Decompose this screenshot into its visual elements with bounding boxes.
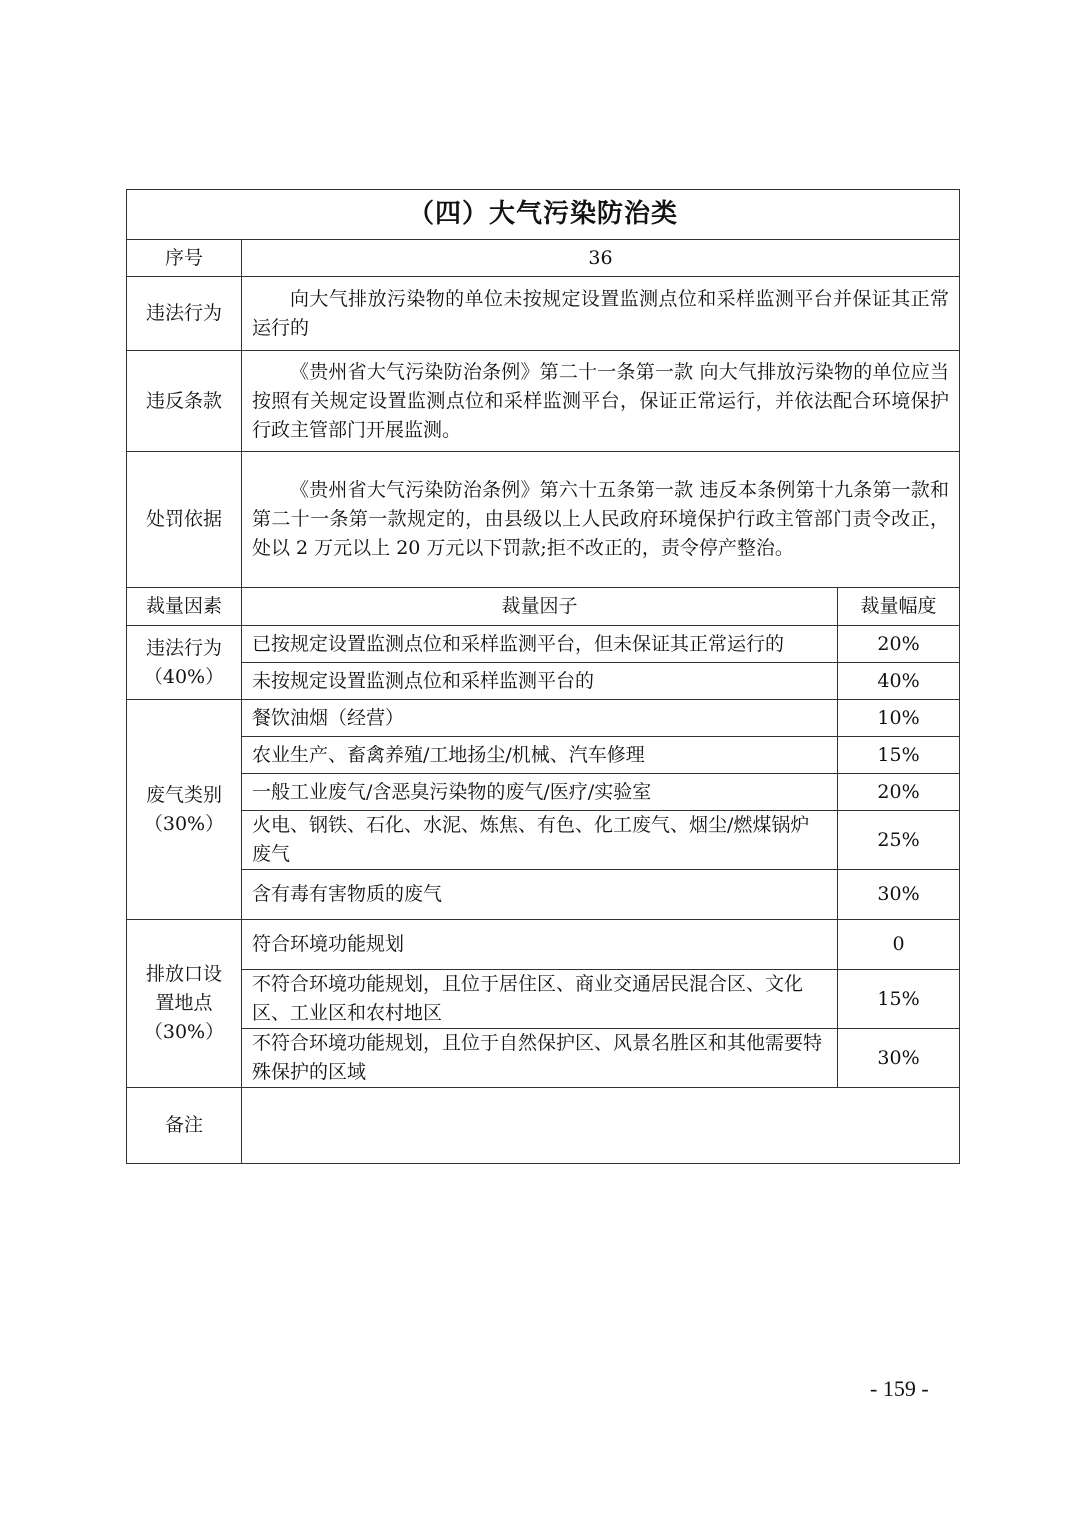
factor-pct: 15% [838, 970, 960, 1029]
group-label-outlet-location [127, 920, 242, 1088]
basis-value: 《贵州省大气污染防治条例》第六十五条第一款 违反本条例第十九条第一款和第二十一条第一款规定的，由县级以上人民政府环境保护行政主管部门责令改正，处以 2 万元以上 20 万元以下罚款;拒不改正的，责令停产整治。 [242, 452, 960, 588]
factor-header: 裁量因素 [127, 588, 242, 626]
penalty-table [126, 189, 960, 1164]
group-label-line: 排放口设 [145, 963, 222, 985]
factor-item: 已按规定设置监测点位和采样监测平台，但未保证其正常运行的 [242, 626, 838, 663]
group-label-violation [127, 626, 242, 700]
factor-pct: 30% [838, 870, 960, 920]
factor-item: 火电、钢铁、石化、水泥、炼焦、有色、化工废气、烟尘/燃煤锅炉废气 [242, 811, 838, 870]
clause-label: 违反条款 [127, 351, 242, 452]
factor-pct: 20% [838, 626, 960, 663]
sub-factor-header: 裁量因子 [242, 588, 838, 626]
act-value: 向大气排放污染物的单位未按规定设置监测点位和采样监测平台并保证其正常运行的 [242, 277, 960, 351]
factor-item: 符合环境功能规划 [242, 920, 838, 970]
factor-pct: 40% [838, 663, 960, 700]
range-header: 裁量幅度 [838, 588, 960, 626]
factor-pct: 30% [838, 1029, 960, 1088]
remarks-value [242, 1088, 960, 1164]
page-number: - 159 - [870, 1376, 929, 1401]
clause-value: 《贵州省大气污染防治条例》第二十一条第一款 向大气排放污染物的单位应当按照有关规定设置监测点位和采样监测平台，保证正常运行，并依法配合环境保护行政主管部门开展监测。 [242, 351, 960, 452]
seq-label: 序号 [127, 240, 242, 277]
group-label-line: 违法行为 [145, 636, 222, 659]
factor-item: 餐饮油烟（经营） [242, 700, 838, 737]
factor-pct: 20% [838, 774, 960, 811]
factor-pct: 15% [838, 737, 960, 774]
group-label-line: （30%） [143, 1021, 225, 1043]
factor-item: 不符合环境功能规划，且位于自然保护区、风景名胜区和其他需要特殊保护的区域 [242, 1029, 838, 1088]
group-label-line: 置地点 [155, 992, 213, 1014]
remarks-label: 备注 [127, 1088, 242, 1164]
factor-pct: 0 [838, 920, 960, 970]
table-title: （四）大气污染防治类 [127, 190, 960, 240]
seq-value: 36 [242, 240, 960, 277]
group-label-line: （30%） [143, 812, 225, 835]
act-label: 违法行为 [127, 277, 242, 351]
factor-item: 农业生产、畜禽养殖/工地扬尘/机械、汽车修理 [242, 737, 838, 774]
factor-pct: 25% [838, 811, 960, 870]
factor-item: 不符合环境功能规划，且位于居住区、商业交通居民混合区、文化区、工业区和农村地区 [242, 970, 838, 1029]
factor-item: 含有毒有害物质的废气 [242, 870, 838, 920]
factor-pct: 10% [838, 700, 960, 737]
basis-label: 处罚依据 [127, 452, 242, 588]
factor-item: 未按规定设置监测点位和采样监测平台的 [242, 663, 838, 700]
group-label-line: 废气类别 [145, 783, 222, 806]
factor-item: 一般工业废气/含恶臭污染物的废气/医疗/实验室 [242, 774, 838, 811]
group-label-line: （40%） [143, 665, 225, 688]
group-label-gas-type [127, 700, 242, 920]
